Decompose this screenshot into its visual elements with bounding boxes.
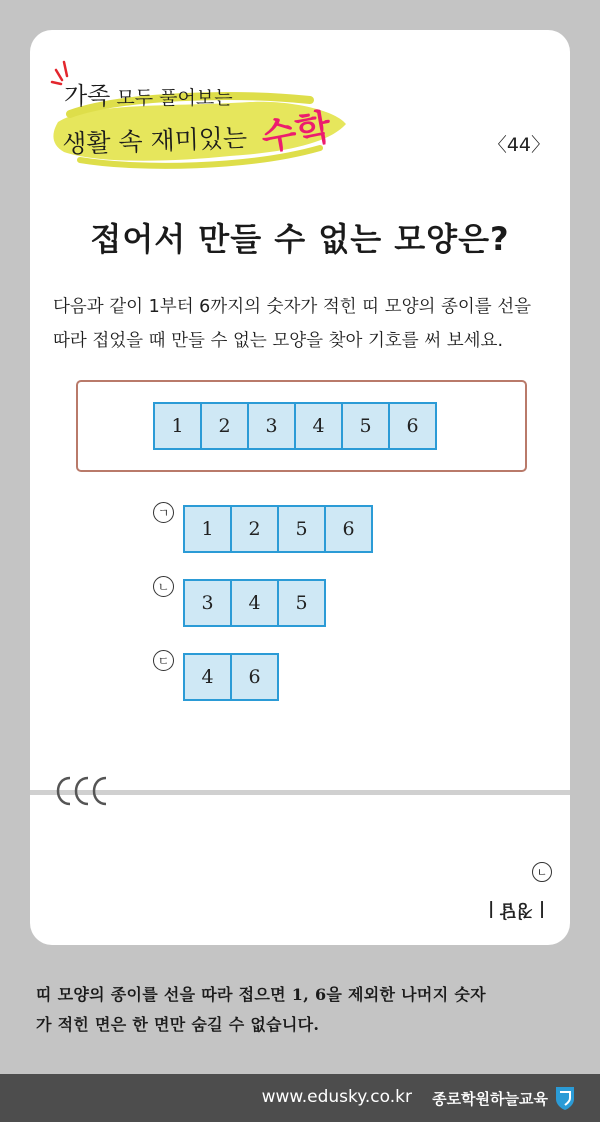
option-cell: 6 bbox=[230, 653, 279, 701]
strip-cell: 6 bbox=[388, 402, 437, 450]
explanation bbox=[36, 980, 576, 1040]
option-b-cells bbox=[183, 579, 324, 627]
strip-cell: 2 bbox=[200, 402, 249, 450]
brand-banner bbox=[50, 52, 350, 182]
strip-cell: 5 bbox=[341, 402, 390, 450]
option-cell: 4 bbox=[183, 653, 232, 701]
binder-rings-icon bbox=[30, 770, 570, 810]
strip-cell: 4 bbox=[294, 402, 343, 450]
brand-line1-first: 가족 bbox=[64, 82, 111, 110]
brand-line2 bbox=[61, 103, 334, 163]
option-mark-c: ㄷ bbox=[153, 650, 174, 671]
brand-line2-accent: 수학 bbox=[258, 106, 334, 160]
option-cell: 4 bbox=[230, 579, 279, 627]
explanation-line-1: 띠 모양의 종이를 선을 따라 접으면 1, 6을 제외한 나머지 숫자 bbox=[36, 985, 486, 1004]
strip-cell: 3 bbox=[247, 402, 296, 450]
option-a-cells bbox=[183, 505, 371, 553]
brand-line1-rest: 모두 풀어보는 bbox=[116, 87, 233, 109]
question-line-2: 따라 접었을 때 만들 수 없는 모양을 찾아 기호를 써 보세요. bbox=[53, 331, 504, 351]
option-c-cells bbox=[183, 653, 277, 701]
footer-org: 종로학원하늘교육 bbox=[432, 1090, 548, 1108]
strip-cells bbox=[153, 402, 435, 450]
answer-code: ㄱ bbox=[532, 862, 552, 882]
option-cell: 2 bbox=[230, 505, 279, 553]
option-cell: 6 bbox=[324, 505, 373, 553]
explanation-line-2: 가 적힌 면은 한 면만 숨길 수 없습니다. bbox=[36, 1015, 320, 1034]
strip-cell: 1 bbox=[153, 402, 202, 450]
footer-url-link[interactable]: www.edusky.co.kr bbox=[261, 1087, 412, 1107]
org-logo-icon bbox=[554, 1085, 576, 1111]
issue-number: 〈44〉 bbox=[487, 134, 550, 156]
brand-line2-main: 생활 속 재미있는 bbox=[61, 123, 248, 159]
option-cell: 3 bbox=[183, 579, 232, 627]
brand-line1 bbox=[64, 76, 233, 111]
option-mark-a: ㄱ bbox=[153, 502, 174, 523]
option-cell: 5 bbox=[277, 505, 326, 553]
question-line-1: 다음과 같이 1부터 6까지의 숫자가 적힌 띠 모양의 종이를 선을 bbox=[53, 297, 532, 317]
answer-label: | 정답 | bbox=[488, 900, 546, 920]
option-cell: 1 bbox=[183, 505, 232, 553]
question-text bbox=[53, 290, 553, 358]
page-title: 접어서 만들 수 없는 모양은? bbox=[90, 220, 510, 258]
option-cell: 5 bbox=[277, 579, 326, 627]
footer bbox=[0, 1074, 600, 1122]
option-mark-b: ㄴ bbox=[153, 576, 174, 597]
